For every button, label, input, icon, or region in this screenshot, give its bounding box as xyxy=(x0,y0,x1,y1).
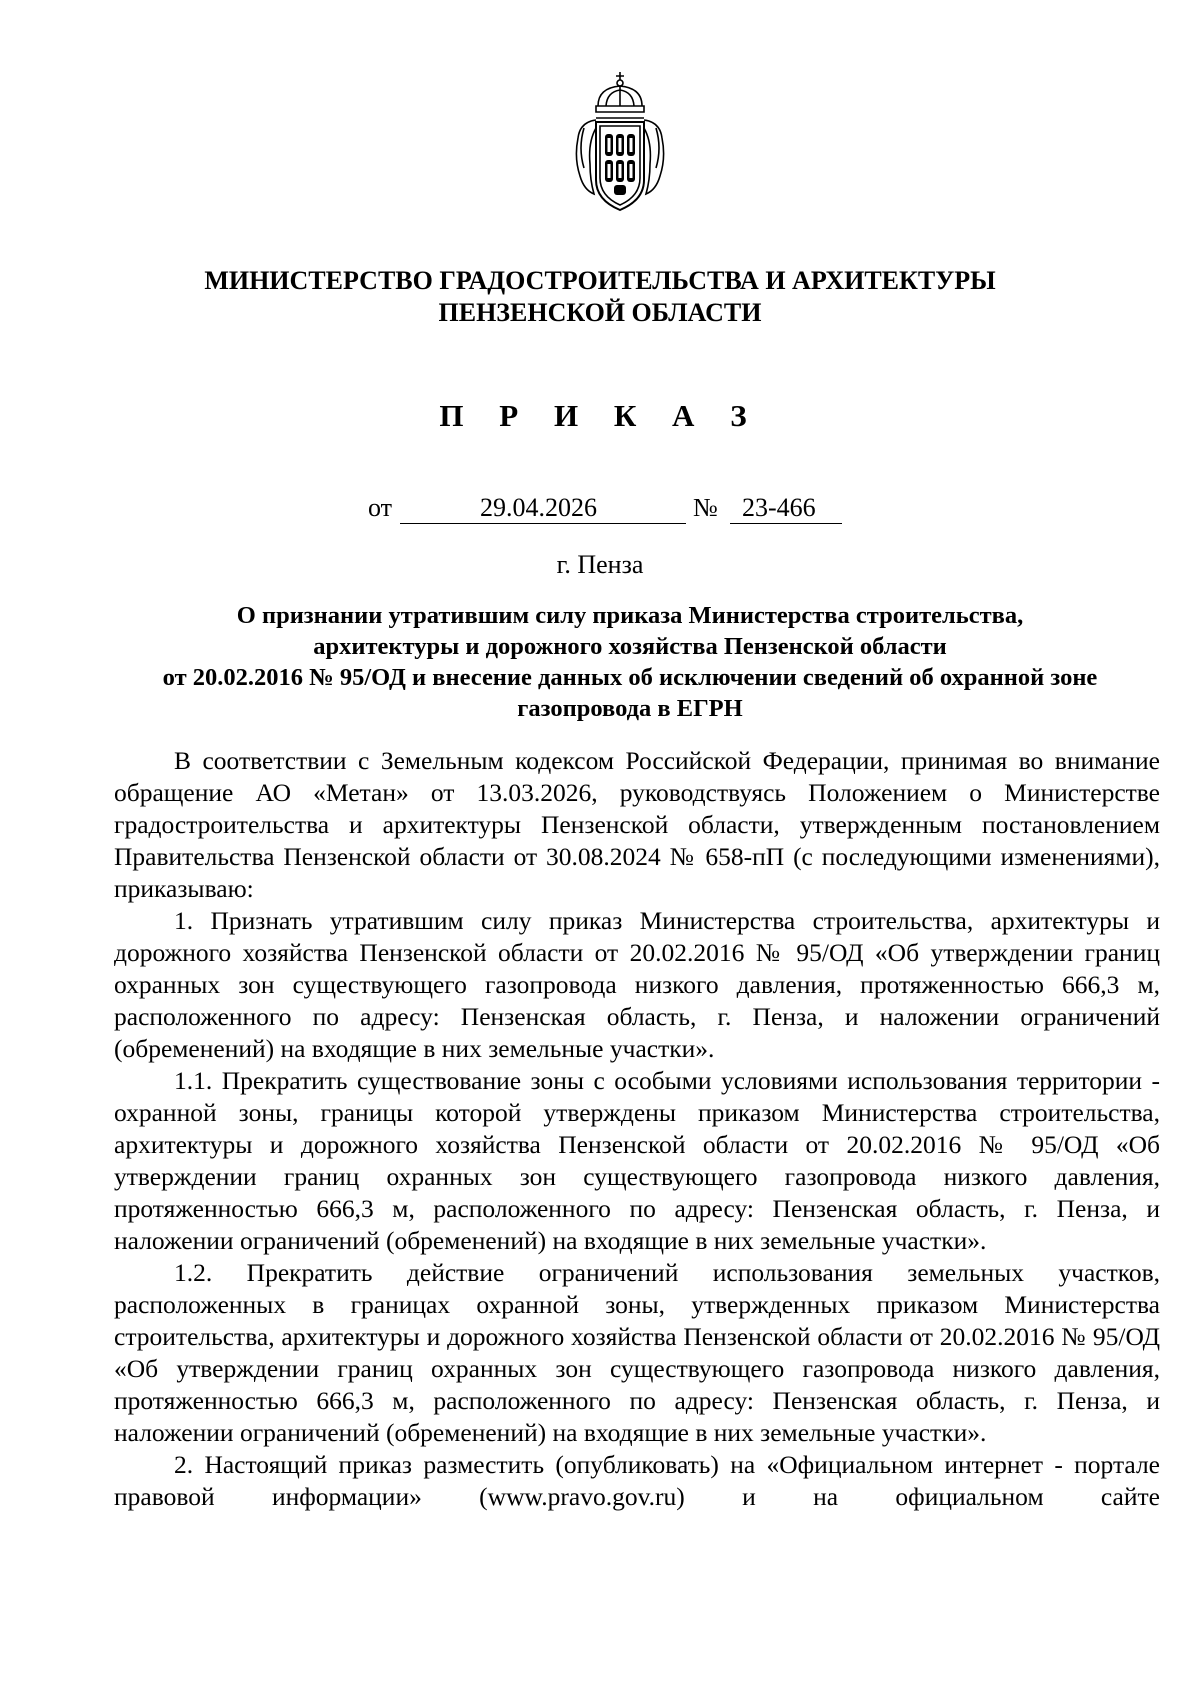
date-prefix: от xyxy=(368,493,393,522)
ministry-name-line2: ПЕНЗЕНСКОЙ ОБЛАСТИ xyxy=(438,298,762,327)
clause-1-2: 1.2. Прекратить действие ограничений использования земельных участков, расположенных в границах охранной зоны, утвержденных приказом Министерства строительства, архитектуры и дорожного хозяйства Пензенской области от 20.02.2016 № 95/ОД «Об утверждении границ охранных зон существующего газопровода низкого давления, протяженностью 666,3 м, расположенного по адресу: Пензенская область, г. Пенза, и наложении ограничений (обременений) на входящие в них земельные участки». xyxy=(114,1258,1160,1447)
clause-1: 1. Признать утратившим силу приказ Министерства строительства, архитектуры и дорожного хозяйства Пензенской области от 20.02.2016 № 95/ОД «Об утверждении границ охранных зон существующего газопровода низкого давления, протяженностью 666,3 м, расположенного по адресу: Пензенская область, г. Пенза, и наложении ограничений (обременений) на входящие в них земельные участки». xyxy=(114,906,1160,1063)
order-date: 29.04.2026 xyxy=(480,493,597,522)
city-of-issue: г. Пенза xyxy=(556,550,644,579)
clause-2: 2. Настоящий приказ разместить (опубликовать) на «Официальном интернет - портале правовой информации» (www.pravo.gov.ru) и на официальном сайте xyxy=(114,1450,1160,1511)
order-number: 23-466 xyxy=(742,493,816,522)
order-body xyxy=(114,745,1160,1513)
number-prefix: № xyxy=(693,493,718,522)
subject-line2: архитектуры и дорожного хозяйства Пензенской области xyxy=(313,633,947,660)
ministry-name-line1: МИНИСТЕРСТВО ГРАДОСТРОИТЕЛЬСТВА И АРХИТЕКТУРЫ xyxy=(204,266,996,295)
clause-1-1: 1.1. Прекратить существование зоны с особыми условиями использования территории - охранной зоны, границы которой утверждены приказом Министерства строительства, архитектуры и дорожного хозяйства Пензенской области от 20.02.2016 № 95/ОД «Об утверждении границ охранных зон существующего газопровода низкого давления, протяженностью 666,3 м, расположенного по адресу: Пензенская область, г. Пенза, и наложении ограничений (обременений) на входящие в них земельные участки». xyxy=(114,1066,1160,1255)
intro-paragraph: В соответствии с Земельным кодексом Российской Федерации, принимая во внимание обращение АО «Метан» от 13.03.2026, руководствуясь Положением о Министерстве градостроительства и архитектуры Пензенской области, утвержденным постановлением Правительства Пензенской области от 30.08.2024 № 658-пП (с последующими изменениями), приказываю: xyxy=(114,746,1160,903)
order-subject xyxy=(100,600,1160,724)
subject-line4: газопровода в ЕГРН xyxy=(517,695,743,722)
document-type-title: П Р И К А З xyxy=(439,398,761,433)
subject-line1: О признании утратившим силу приказа Министерства строительства, xyxy=(236,602,1024,629)
coat-of-arms-emblem xyxy=(570,68,670,218)
subject-line3: от 20.02.2016 № 95/ОД и внесение данных об исключении сведений об охранной зоне xyxy=(162,664,1098,691)
